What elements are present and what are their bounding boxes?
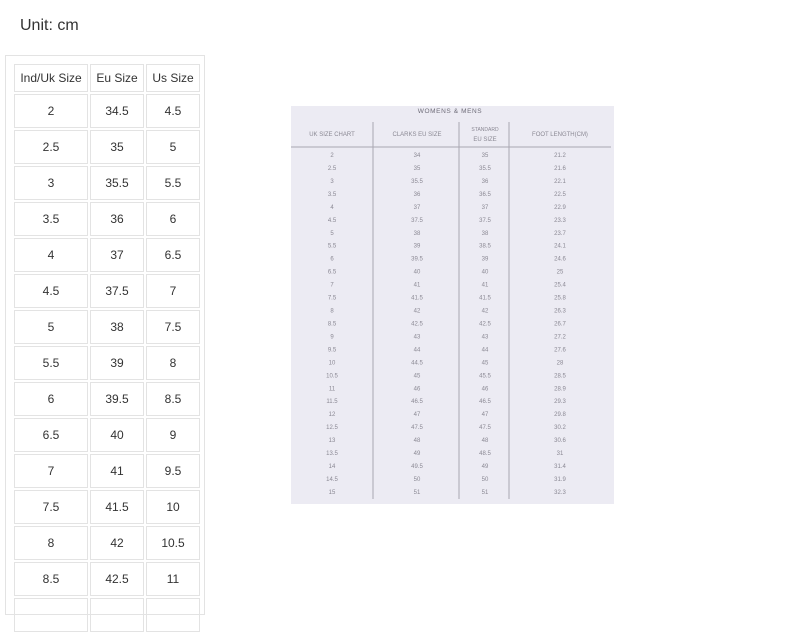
chart-cell: 40 [481, 269, 489, 276]
chart-cell: 3 [330, 178, 334, 185]
chart-cell: 36.5 [479, 191, 491, 198]
chart-cell: 31 [556, 451, 564, 458]
chart-cell: 25.8 [554, 295, 566, 302]
chart-cell: 21.2 [554, 153, 566, 159]
ind-uk-size-cell: 2 [14, 94, 88, 128]
chart-cell: 30.6 [554, 438, 566, 445]
us-size-cell: 6.5 [146, 238, 200, 272]
us-size-cell: 5.5 [146, 166, 200, 200]
us-size-cell: 11 [146, 562, 200, 596]
chart-header-foot-length: FOOT LENGTH(CM) [532, 132, 588, 138]
chart-cell: 29.3 [554, 399, 566, 406]
table-row [14, 598, 200, 632]
chart-cell: 23.7 [554, 230, 566, 237]
eu-size-cell: 36 [90, 202, 144, 236]
ind-uk-size-cell: 6.5 [14, 418, 88, 452]
chart-cell: 38 [481, 230, 489, 237]
table-row [14, 202, 200, 236]
chart-cell: 12 [328, 412, 336, 419]
column-header-ind-uk-size: Ind/Uk Size [14, 64, 88, 92]
eu-size-cell: 37 [90, 238, 144, 272]
chart-cell: 5 [330, 230, 334, 237]
chart-header-clarks-eu-size: CLARKS EU SIZE [392, 132, 442, 138]
chart-cell: 14.5 [326, 477, 338, 483]
eu-size-cell: 42 [90, 526, 144, 560]
chart-cell: 49.5 [411, 464, 423, 471]
us-size-cell: 4.5 [146, 94, 200, 128]
size-table-container [5, 55, 205, 615]
chart-cell: 41 [481, 282, 489, 289]
chart-cell: 26.7 [554, 321, 566, 328]
chart-cell: 22.9 [554, 204, 566, 211]
us-size-cell: 7.5 [146, 310, 200, 344]
eu-size-cell: 38 [90, 310, 144, 344]
chart-cell: 21.6 [554, 165, 566, 172]
ind-uk-size-cell: 6 [14, 382, 88, 416]
table-row [14, 454, 200, 488]
chart-cell: 5.5 [327, 243, 337, 250]
chart-cell: 51 [413, 489, 421, 496]
ind-uk-size-cell [14, 598, 88, 632]
chart-cell: 31.9 [554, 477, 566, 483]
chart-cell: 44 [413, 347, 421, 354]
chart-cell: 22.5 [554, 191, 566, 198]
eu-size-cell: 41 [90, 454, 144, 488]
chart-cell: 42 [413, 308, 421, 315]
chart-title: WOMENS & MENS [417, 108, 483, 115]
table-row [14, 490, 200, 524]
ind-uk-size-cell: 7 [14, 454, 88, 488]
us-size-cell: 7 [146, 274, 200, 308]
chart-cell: 2 [330, 153, 334, 159]
ind-uk-size-cell: 4 [14, 238, 88, 272]
column-header-us-size: Us Size [146, 64, 200, 92]
chart-cell: 50 [413, 477, 421, 483]
us-size-cell: 10 [146, 490, 200, 524]
chart-cell: 14 [328, 464, 336, 471]
us-size-cell [146, 598, 200, 632]
chart-cell: 28 [556, 360, 564, 367]
chart-cell: 39 [481, 256, 489, 263]
ind-uk-size-cell: 5.5 [14, 346, 88, 380]
chart-cell: 34 [413, 153, 421, 159]
eu-size-cell: 40 [90, 418, 144, 452]
size-chart-image [291, 106, 614, 504]
eu-size-cell [90, 598, 144, 632]
us-size-cell: 8.5 [146, 382, 200, 416]
chart-cell: 4.5 [327, 217, 337, 224]
table-row [14, 130, 200, 164]
chart-cell: 8.5 [327, 321, 337, 328]
chart-cell: 25.4 [554, 282, 566, 289]
chart-cell: 40 [413, 269, 421, 276]
eu-size-cell: 41.5 [90, 490, 144, 524]
chart-header-uk-size: UK SIZE CHART [309, 132, 355, 138]
chart-cell: 10 [328, 360, 336, 367]
chart-cell: 48 [481, 438, 489, 445]
chart-cell: 31.4 [554, 464, 566, 471]
size-table-header-row [14, 64, 200, 92]
table-row [14, 238, 200, 272]
table-row [14, 526, 200, 560]
chart-cell: 26.3 [554, 308, 566, 315]
ind-uk-size-cell: 8 [14, 526, 88, 560]
ind-uk-size-cell: 7.5 [14, 490, 88, 524]
chart-cell: 6 [330, 256, 334, 263]
eu-size-cell: 39 [90, 346, 144, 380]
table-row [14, 346, 200, 380]
table-row [14, 274, 200, 308]
column-header-eu-size: Eu Size [90, 64, 144, 92]
chart-cell: 48.5 [479, 451, 491, 458]
chart-cell: 8 [330, 308, 334, 315]
chart-cell: 4 [330, 204, 334, 211]
chart-cell: 35.5 [479, 165, 491, 172]
chart-cell: 12.5 [326, 425, 338, 432]
chart-cell: 42 [481, 308, 489, 315]
chart-cell: 42.5 [411, 321, 423, 328]
table-row [14, 382, 200, 416]
chart-cell: 41.5 [479, 295, 491, 302]
chart-cell: 46.5 [479, 399, 491, 406]
chart-cell: 39 [413, 243, 421, 250]
table-row [14, 562, 200, 596]
chart-cell: 3.5 [327, 191, 337, 198]
chart-cell: 37 [413, 204, 421, 211]
ind-uk-size-cell: 2.5 [14, 130, 88, 164]
chart-cell: 49 [481, 464, 489, 471]
us-size-cell: 9 [146, 418, 200, 452]
chart-cell: 37 [481, 204, 489, 211]
chart-cell: 28.5 [554, 373, 566, 380]
chart-cell: 47 [481, 412, 489, 419]
eu-size-cell: 35 [90, 130, 144, 164]
chart-cell: 38.5 [479, 243, 491, 250]
us-size-cell: 10.5 [146, 526, 200, 560]
chart-cell: 15 [328, 489, 336, 496]
chart-cell: 45 [413, 373, 421, 380]
chart-cell: 29.8 [554, 412, 566, 419]
chart-cell: 13 [328, 438, 336, 445]
ind-uk-size-cell: 4.5 [14, 274, 88, 308]
chart-cell: 9.5 [327, 347, 337, 354]
chart-cell: 10.5 [326, 373, 338, 380]
chart-cell: 36 [413, 191, 421, 198]
eu-size-cell: 34.5 [90, 94, 144, 128]
chart-cell: 27.6 [554, 347, 566, 354]
chart-header-standard: STANDARD [471, 127, 499, 133]
ind-uk-size-cell: 3 [14, 166, 88, 200]
eu-size-cell: 42.5 [90, 562, 144, 596]
us-size-cell: 8 [146, 346, 200, 380]
chart-cell: 6.5 [327, 269, 337, 276]
chart-cell: 48 [413, 438, 421, 445]
chart-cell: 30.2 [554, 425, 566, 432]
ind-uk-size-cell: 3.5 [14, 202, 88, 236]
chart-cell: 24.1 [554, 243, 566, 250]
chart-cell: 41 [413, 282, 421, 289]
chart-cell: 35 [481, 153, 489, 159]
chart-cell: 46.5 [411, 399, 423, 406]
chart-cell: 23.3 [554, 217, 566, 224]
us-size-cell: 5 [146, 130, 200, 164]
chart-cell: 44.5 [411, 360, 423, 367]
chart-cell: 32.3 [554, 489, 566, 496]
chart-cell: 37.5 [411, 217, 423, 224]
chart-cell: 11.5 [326, 399, 338, 406]
unit-label: Unit: cm [20, 17, 79, 34]
chart-cell: 41.5 [411, 295, 423, 302]
chart-cell: 7 [330, 282, 334, 289]
size-table [12, 62, 202, 634]
chart-cell: 35 [413, 165, 421, 172]
table-row [14, 418, 200, 452]
us-size-cell: 6 [146, 202, 200, 236]
chart-cell: 28.9 [554, 386, 566, 393]
chart-cell: 13.5 [326, 451, 338, 458]
chart-cell: 46 [413, 386, 421, 393]
chart-cell: 11 [328, 386, 336, 393]
table-row [14, 94, 200, 128]
us-size-cell: 9.5 [146, 454, 200, 488]
table-row [14, 166, 200, 200]
chart-cell: 22.1 [554, 178, 566, 185]
chart-cell: 7.5 [327, 295, 337, 302]
chart-header-eu-size: EU SIZE [473, 137, 497, 143]
chart-cell: 43 [413, 334, 421, 341]
chart-cell: 25 [556, 269, 564, 276]
chart-cell: 51 [481, 489, 489, 496]
ind-uk-size-cell: 8.5 [14, 562, 88, 596]
chart-cell: 44 [481, 347, 489, 354]
chart-cell: 36 [481, 178, 489, 185]
size-chart-graphic [291, 106, 614, 504]
chart-cell: 50 [481, 477, 489, 483]
chart-cell: 39.5 [411, 256, 423, 263]
chart-cell: 46 [481, 386, 489, 393]
chart-cell: 47.5 [411, 425, 423, 432]
chart-cell: 27.2 [554, 334, 566, 341]
chart-cell: 2.5 [327, 165, 337, 172]
ind-uk-size-cell: 5 [14, 310, 88, 344]
chart-cell: 38 [413, 230, 421, 237]
chart-cell: 9 [330, 334, 334, 341]
chart-cell: 35.5 [411, 178, 423, 185]
eu-size-cell: 37.5 [90, 274, 144, 308]
chart-cell: 47.5 [479, 425, 491, 432]
chart-cell: 45 [481, 360, 489, 367]
table-row [14, 310, 200, 344]
chart-cell: 45.5 [479, 373, 491, 380]
chart-cell: 37.5 [479, 217, 491, 224]
chart-cell: 43 [481, 334, 489, 341]
eu-size-cell: 35.5 [90, 166, 144, 200]
chart-cell: 24.6 [554, 256, 566, 263]
chart-cell: 49 [413, 451, 421, 458]
chart-cell: 47 [413, 412, 421, 419]
eu-size-cell: 39.5 [90, 382, 144, 416]
chart-cell: 42.5 [479, 321, 491, 328]
